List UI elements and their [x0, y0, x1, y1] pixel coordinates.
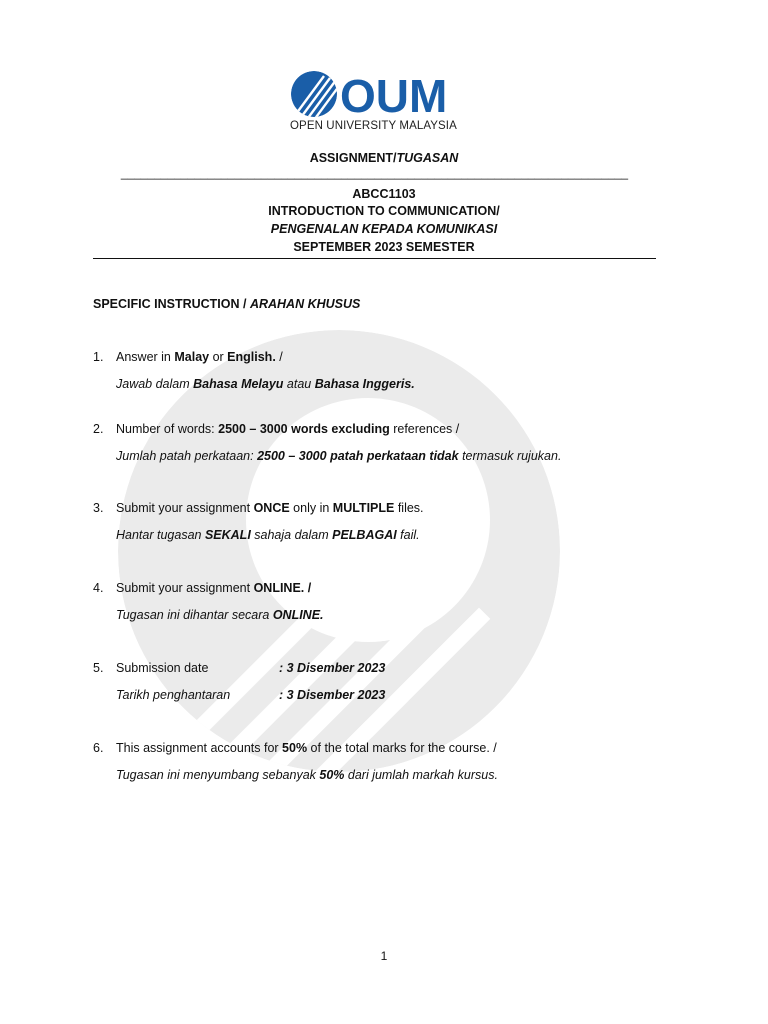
header-divider — [93, 258, 656, 259]
oum-logo-mark — [290, 70, 465, 118]
logo-subtitle: OPEN UNIVERSITY MALAYSIA — [290, 120, 457, 132]
semester: SEPTEMBER 2023 SEMESTER — [293, 240, 475, 254]
tarikh-penghantaran-value: : 3 Disember 2023 — [279, 688, 386, 702]
instruction-2-english: Number of words: 2500 – 3000 words excluding references / — [116, 422, 460, 436]
instruction-2-malay: Jumlah patah perkataan: 2500 – 3000 patah perkataan tidak termasuk rujukan. — [116, 449, 562, 463]
document-type: ASSIGNMENT/TUGASAN — [309, 151, 459, 165]
instruction-1-malay: Jawab dalam Bahasa Melayu atau Bahasa Inggeris. — [116, 377, 415, 391]
header-separator: ____________________________________________________________________________ — [120, 166, 629, 180]
oum-watermark-icon — [118, 330, 560, 772]
instruction-6-malay: Tugasan ini menyumbang sebanyak 50% dari jumlah markah kursus. — [116, 768, 498, 782]
instruction-6-english: This assignment accounts for 50% of the total marks for the course. / — [116, 741, 497, 755]
page-number: 1 — [380, 949, 388, 963]
instruction-3-english: Submit your assignment ONCE only in MULTIPLE files. — [116, 501, 424, 515]
course-title: INTRODUCTION TO COMMUNICATION/ — [268, 204, 500, 218]
course-title-malay: PENGENALAN KEPADA KOMUNIKASI — [270, 222, 498, 236]
tarikh-penghantaran-label: Tarikh penghantaran — [116, 688, 231, 702]
instruction-4-english: Submit your assignment ONLINE. / — [116, 581, 312, 595]
instruction-3-malay: Hantar tugasan SEKALI sahaja dalam PELBAGAI fail. — [116, 528, 420, 542]
course-code: ABCC1103 — [352, 187, 416, 201]
submission-date-value: : 3 Disember 2023 — [279, 661, 386, 675]
specific-instruction-title: SPECIFIC INSTRUCTION / ARAHAN KHUSUS — [93, 297, 361, 311]
submission-date-label: Submission date — [116, 661, 209, 675]
oum-logo — [290, 70, 465, 140]
instruction-1-english: Answer in Malay or English. / — [116, 350, 283, 364]
logo-text: OUM — [340, 70, 448, 118]
instruction-4-malay: Tugasan ini dihantar secara ONLINE. — [116, 608, 324, 622]
